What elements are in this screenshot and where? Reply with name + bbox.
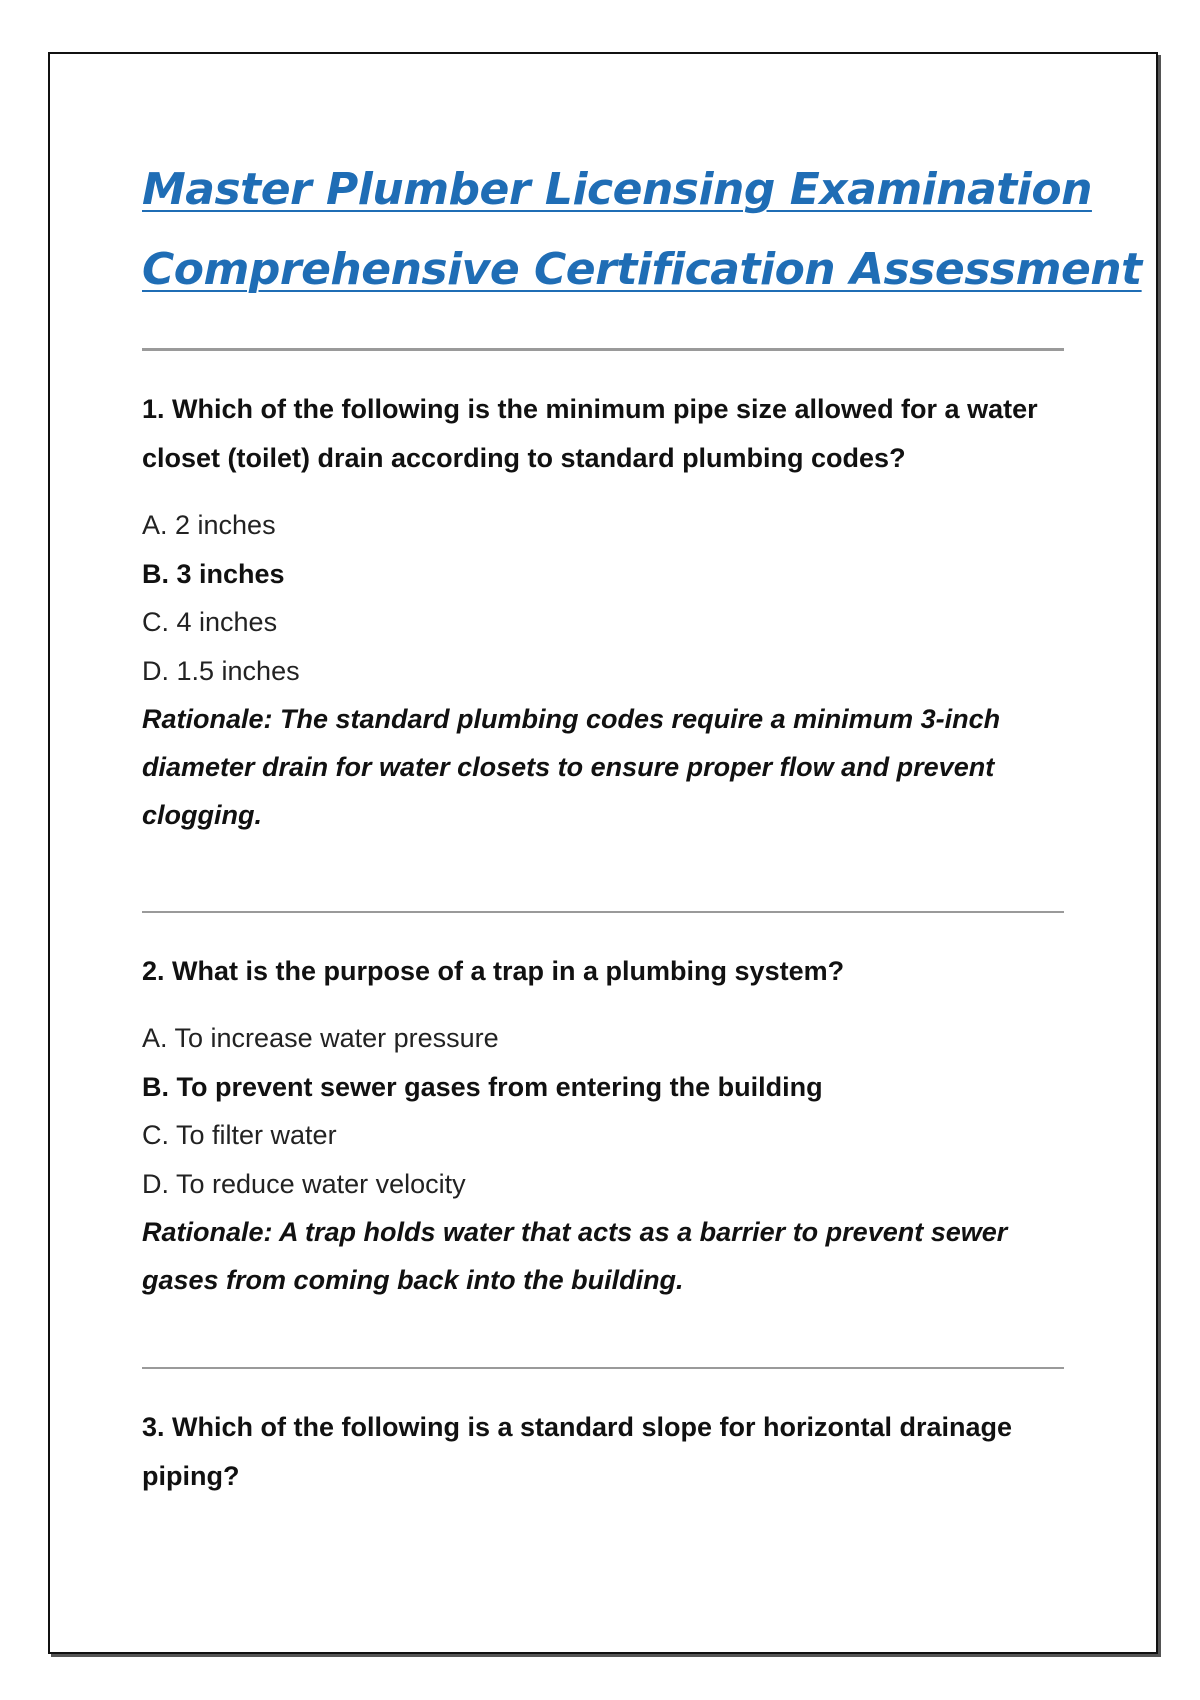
document-title-line-1: Master Plumber Licensing Examination bbox=[142, 164, 1092, 215]
question-1-options bbox=[142, 501, 1064, 695]
document-title-line-2: Comprehensive Certification Assessment bbox=[142, 244, 1142, 295]
question-divider-2 bbox=[142, 1367, 1064, 1369]
question-1-rationale: Rationale: The standard plumbing codes require a minimum 3-inch diameter drain for water closets to ensure proper flow and prevent clogging. bbox=[142, 704, 1001, 830]
question-3 bbox=[142, 1403, 1064, 1501]
question-2-option-d: D. To reduce water velocity bbox=[142, 1168, 466, 1199]
title-divider bbox=[142, 348, 1064, 351]
question-1 bbox=[142, 385, 1064, 839]
question-2-options bbox=[142, 1014, 1064, 1208]
question-3-text: 3. Which of the following is a standard slope for horizontal drainage piping? bbox=[142, 1412, 1013, 1491]
document-content bbox=[142, 150, 1142, 1501]
question-2 bbox=[142, 947, 1064, 1304]
question-1-option-c: C. 4 inches bbox=[142, 607, 278, 637]
question-2-text: 2. What is the purpose of a trap in a plumbing system? bbox=[142, 956, 845, 986]
question-2-option-b-correct: B. To prevent sewer gases from entering the building bbox=[142, 1071, 823, 1102]
question-1-option-d: D. 1.5 inches bbox=[142, 655, 300, 686]
question-divider-1 bbox=[142, 911, 1064, 913]
question-2-option-a: A. To increase water pressure bbox=[142, 1023, 499, 1053]
question-2-rationale: Rationale: A trap holds water that acts as a barrier to prevent sewer gases from coming back into the building. bbox=[142, 1217, 1008, 1295]
question-2-option-c: C. To filter water bbox=[142, 1120, 337, 1150]
question-1-option-b-correct: B. 3 inches bbox=[142, 558, 285, 589]
question-1-option-a: A. 2 inches bbox=[142, 510, 276, 540]
question-1-text: 1. Which of the following is the minimum pipe size allowed for a water closet (toilet) drain according to standard plumbing codes? bbox=[142, 394, 1038, 473]
